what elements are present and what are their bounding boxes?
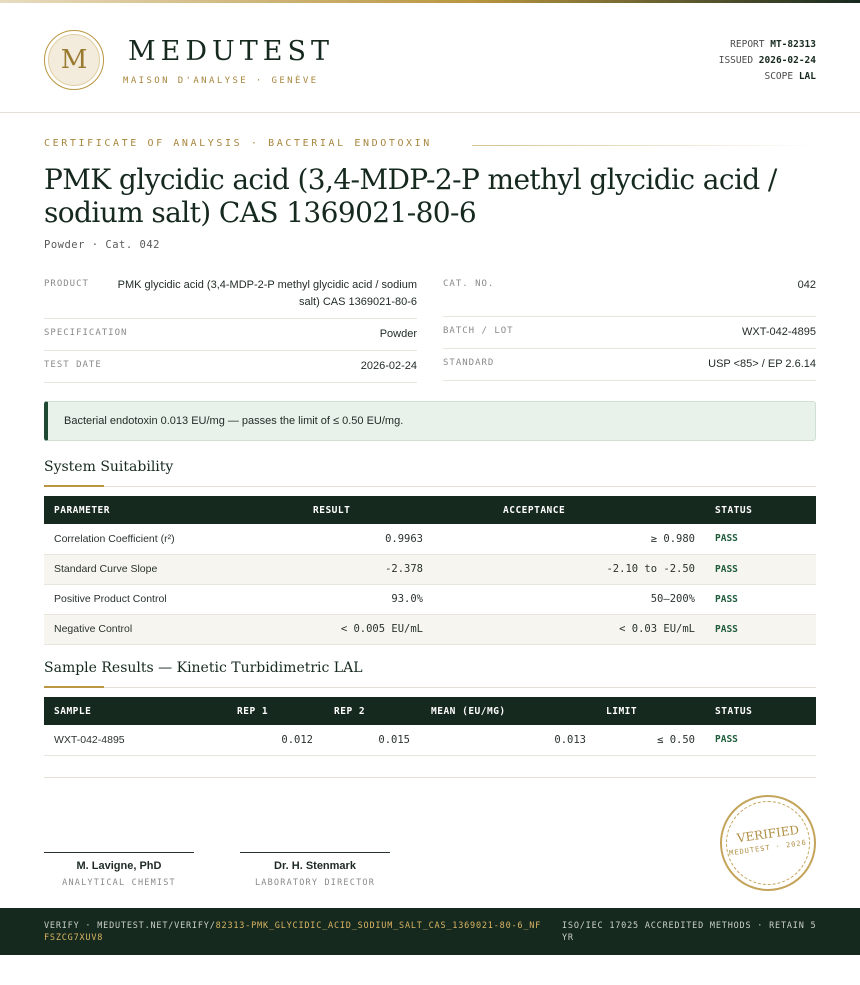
report-number: MT-82313 [770,39,816,50]
table-row [44,725,816,755]
signature-block-chemist [44,852,194,888]
brand-logo [44,30,104,90]
issued-date: 2026-02-24 [758,55,816,66]
result-cell: 93.0% [257,584,423,614]
samples-accent [44,686,104,688]
scope-value: LAL [798,71,816,82]
scope-line [719,69,816,85]
product-title: PMK glycidic acid (3,4-MDP-2-P methyl glycidic acid / sodium salt) CAS 1369021-80-6 [44,163,777,229]
col-parameter: PARAMETER [44,496,257,524]
verify-text [44,920,544,944]
acceptance-cell: < 0.03 EU/mL [423,614,705,644]
test-date-label: TEST DATE [44,360,102,370]
status-badge: PASS [705,614,816,644]
standard-label: STANDARD [443,358,495,368]
parameter-cell: Negative Control [44,614,257,644]
suitability-title: System Suitability [44,459,174,475]
content-end-rule [44,777,816,778]
product-label: PRODUCT [44,279,89,289]
result-cell: 0.9963 [257,524,423,554]
cat-no-label: CAT. NO. [443,279,495,289]
verify-link[interactable]: 82313-PMK_GLYCIDIC_ACID_SODIUM_SALT_CAS_1369021-80-6_NFFSZCG7XUV8 [44,921,542,943]
parameter-cell: Correlation Coefficient (r²) [44,524,257,554]
accreditation-note: ISO/IEC 17025 ACCREDITED METHODS · RETAIN 5 YR [562,921,817,943]
result-cell: -2.378 [257,554,423,584]
rep1-cell: 0.012 [216,725,313,755]
brand-name: MEDUTEST [128,36,334,67]
signature-name: M. Lavigne, PhD [76,860,162,872]
mean-cell: 0.013 [410,725,586,755]
info-row-batch [443,317,816,349]
col-mean: MEAN (EU/MG) [410,697,586,725]
info-row-standard [443,349,816,381]
product-subtitle: Powder · Cat. 042 [44,239,160,251]
status-badge: PASS [705,524,816,554]
logo-letter: M [48,34,100,86]
result-cell: < 0.005 EU/mL [257,614,423,644]
cat-no-value: 042 [797,279,816,291]
samples-title: Sample Results — Kinetic Turbidimetric LAL [44,660,363,676]
status-badge: PASS [705,584,816,614]
acceptance-cell: -2.10 to -2.50 [423,554,705,584]
col-limit: LIMIT [586,697,705,725]
scope-label: SCOPE [764,71,794,82]
col-result: RESULT [257,496,423,524]
samples-rule [44,687,816,688]
parameter-cell: Standard Curve Slope [44,554,257,584]
issued-label: ISSUED [718,55,754,66]
info-column-right [443,270,816,381]
suitability-accent [44,485,104,487]
result-banner: Bacterial endotoxin 0.013 EU/mg — passes the limit of ≤ 0.50 EU/mg. [44,401,816,441]
suitability-header-row [44,496,816,524]
info-row-product [44,270,417,319]
batch-value: WXT-042-4895 [742,326,816,338]
signature-name: Dr. H. Stenmark [274,860,356,872]
specification-value: Powder [379,328,417,340]
info-row-test-date [44,351,417,383]
seal-main-text: VERIFIED [736,822,800,846]
info-column-left [44,270,417,383]
status-badge: PASS [705,725,816,755]
brand-tagline: MAISON D'ANALYSE · GENÈVE [123,76,319,86]
signature-role: LABORATORY DIRECTOR [254,878,376,888]
report-number-line [719,37,816,53]
suitability-table [44,496,816,645]
col-acceptance: ACCEPTANCE [423,496,705,524]
status-badge: PASS [705,554,816,584]
suitability-rule [44,486,816,487]
col-status: STATUS [705,697,816,725]
samples-table [44,697,816,756]
acceptance-cell: ≥ 0.980 [423,524,705,554]
issued-line [719,53,816,69]
col-rep1: REP 1 [216,697,313,725]
col-status: STATUS [705,496,816,524]
sample-cell: WXT-042-4895 [44,725,216,755]
rep2-cell: 0.015 [313,725,410,755]
limit-cell: ≤ 0.50 [586,725,705,755]
info-row-specification [44,319,417,351]
signature-block-director [240,852,390,888]
signature-role: ANALYTICAL CHEMIST [62,878,176,888]
table-row [44,614,816,644]
standard-value: USP <85> / EP 2.6.14 [708,358,816,370]
table-row [44,584,816,614]
report-meta [719,37,816,85]
kicker-divider [472,145,816,146]
product-value: PMK glycidic acid (3,4-MDP-2-P methyl glycidic acid / sodium salt) CAS 1369021-80-6 [117,279,417,308]
parameter-cell: Positive Product Control [44,584,257,614]
table-row [44,524,816,554]
specification-label: SPECIFICATION [44,328,128,338]
report-label: REPORT [730,39,765,50]
samples-header-row [44,697,816,725]
report-footer [0,908,860,955]
certificate-kicker: CERTIFICATE OF ANALYSIS · BACTERIAL ENDOTOXIN [44,138,432,149]
verified-seal [720,795,816,891]
info-row-cat-no [443,270,816,317]
test-date-value: 2026-02-24 [360,360,417,372]
col-sample: SAMPLE [44,697,216,725]
seal-sub-text: MEDUTEST · 2026 [728,838,808,858]
report-header [0,3,860,113]
table-row [44,554,816,584]
batch-label: BATCH / LOT [443,326,514,336]
acceptance-cell: 50–200% [423,584,705,614]
verify-prefix: VERIFY · MEDUTEST.NET/VERIFY/ [44,921,216,931]
col-rep2: REP 2 [313,697,410,725]
